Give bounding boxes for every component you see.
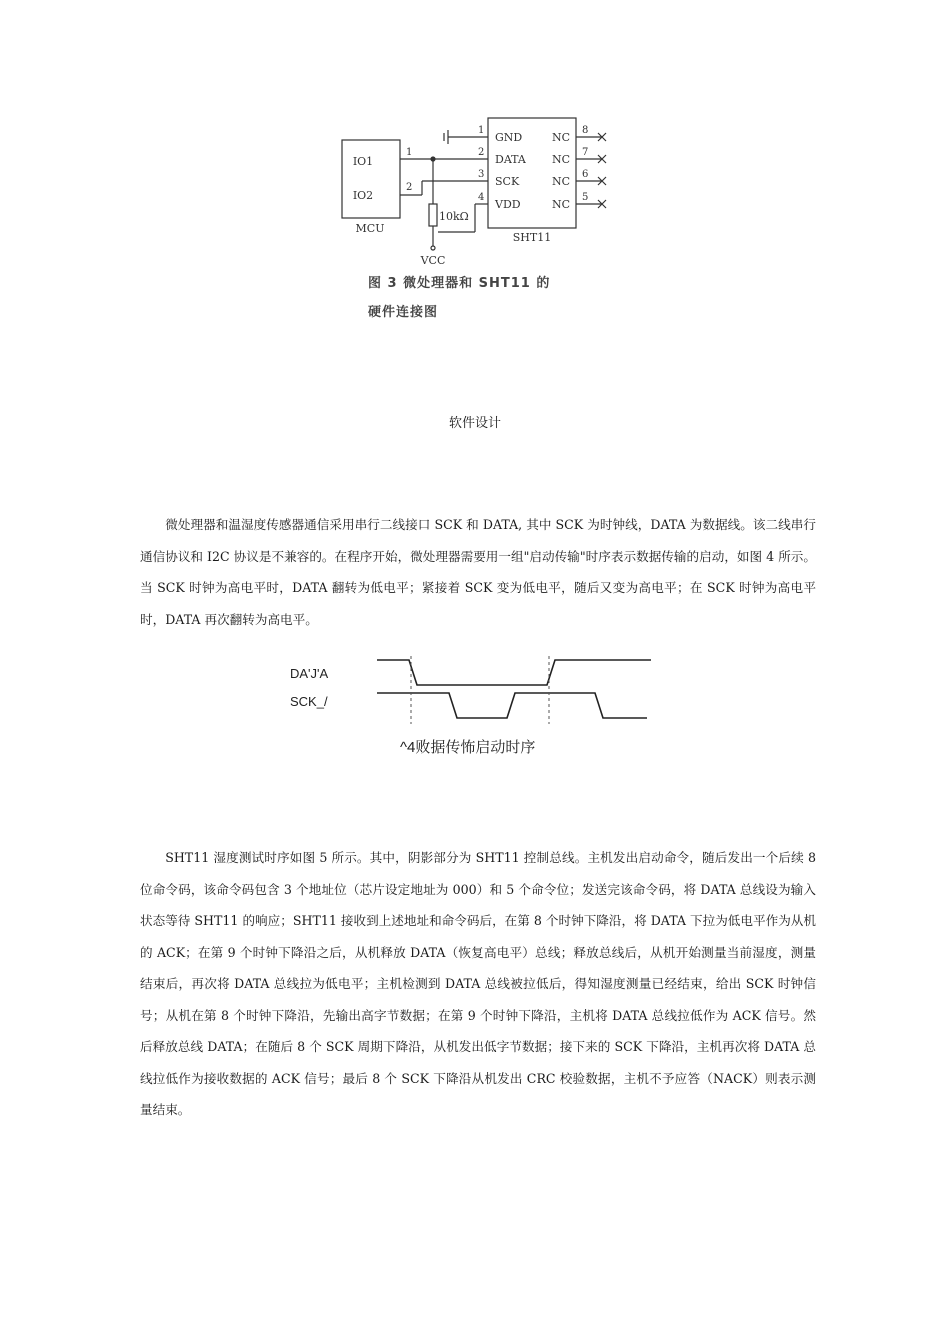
pin-name-data: DATA — [495, 153, 526, 166]
figure4-caption: ^4败据传怖启动时序 — [400, 739, 536, 756]
paragraph-1-text: 微处理器和温湿度传感器通信采用串行二线接口 SCK 和 DATA, 其中 SCK 为时钟线，DATA 为数据线。该二线串行通信协议和 I2C 协议是不兼容的。在程序开始，微处理器需要用一组"启动传输"时序表示数据传输的启动，如图 4 所示。当 SCK 时钟为高电平时，DATA 翻转为低电平；紧接着 SCK 变为低电平，随后又变为高电平；在 SCK 时钟为高电平时，DATA 再次翻转为高电平。 — [140, 517, 816, 627]
mcu-label: MCU — [355, 222, 385, 235]
io1-label: IO1 — [352, 155, 374, 168]
sht11-label: SHT11 — [512, 231, 552, 244]
pin-number: 1 — [478, 125, 485, 136]
section-title: 软件设计 — [448, 416, 501, 431]
sck-signal-label: SCK_/ — [290, 694, 328, 709]
sck-waveform — [377, 693, 647, 718]
figure3-caption-line1: 图 3 微处理器和 SHT11 的 — [368, 276, 551, 291]
paragraph-2-text: SHT11 湿度测试时序如图 5 所示。其中，阴影部分为 SHT11 控制总线。主机发出启动命令，随后发出一个后续 8 位命令码，该命令码包含 3 个地址位（芯片设定地址为 000）和 5 个命令位；发送完该命令码，将 DATA 总线设为输入状态等待 SHT11 的响应；SHT11 接收到上述地址和命令码后，在第 8 个时钟下降沿，将 DATA 下拉为低电平作为从机的 ACK；在第 9 个时钟下降沿之后，从机释放 DATA（恢复高电平）总线；释放总线后，从机开始测量当前湿度，测量结束后，再次将 DATA 总线拉为低电平；主机检测到 DATA 总线被拉低后，得知湿度测量已经结束，给出 SCK 时钟信号；从机在第 8 个时钟下降沿，先输出高字节数据；在第 9 个时钟下降沿，主机将 DATA 总线拉低作为 ACK 信号。然后释放总线 DATA；在随后 8 个 SCK 周期下降沿，从机发出低字节数据；接下来的 SCK 下降沿，主机再次将 DATA 总线拉低作为接收数据的 ACK 信号；最后 8 个 SCK 下降沿从机发出 CRC 校验数据，主机不予应答（NACK）则表示测量结束。 — [140, 850, 816, 1117]
pin-number: 8 — [582, 125, 589, 136]
pin-name-sck: SCK — [495, 175, 520, 188]
pin-name-nc: NC — [552, 175, 571, 188]
figure3-caption-line2: 硬件连接图 — [368, 305, 439, 320]
pin-name-gnd: GND — [495, 131, 523, 144]
pin-name-nc: NC — [552, 198, 571, 211]
pin-number: 4 — [478, 192, 485, 203]
pin-number: 2 — [478, 147, 485, 158]
data-waveform — [377, 660, 651, 685]
resistor-label: 10kΩ — [439, 210, 469, 223]
pin-number: 6 — [582, 169, 589, 180]
pin-number: 7 — [582, 147, 589, 158]
pin-name-nc: NC — [552, 131, 571, 144]
pin-number: 5 — [582, 192, 589, 203]
mcu-box — [342, 140, 400, 218]
figure4-timing-diagram — [285, 650, 665, 730]
pin-number: 3 — [478, 169, 485, 180]
vcc-label: VCC — [420, 254, 446, 267]
paragraph-2 — [140, 842, 816, 1126]
paragraph-1 — [140, 509, 816, 635]
data-signal-label: DA'J'A — [290, 666, 329, 681]
io2-label: IO2 — [352, 189, 374, 202]
pin-name-vdd: VDD — [495, 198, 521, 211]
line2-number: 2 — [406, 182, 413, 193]
pin-name-nc: NC — [552, 153, 571, 166]
line1-number: 1 — [406, 147, 413, 158]
